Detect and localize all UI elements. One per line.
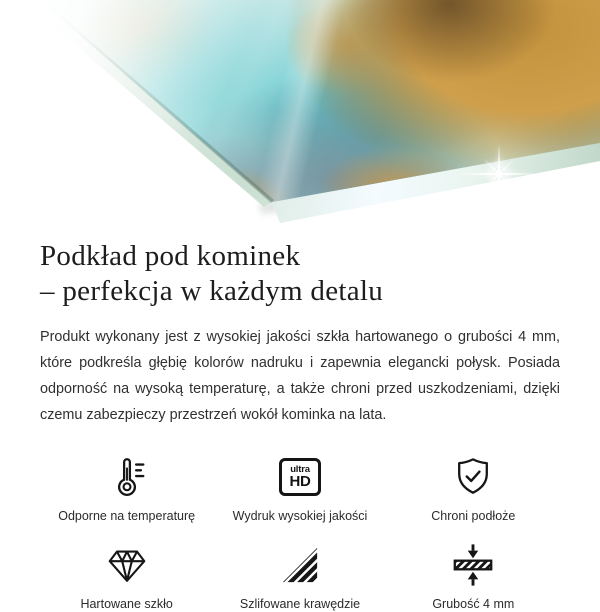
shield-check-icon <box>450 454 496 500</box>
product-info-section <box>0 239 600 612</box>
product-photo <box>0 0 600 230</box>
title-line-1: Podkład pod kominek <box>40 240 301 272</box>
feature-polished-edges <box>213 542 386 612</box>
feature-tempered-glass <box>40 542 213 612</box>
feature-protects-floor <box>387 454 560 524</box>
glass-panel-artwork <box>0 0 600 230</box>
thermometer-icon <box>104 454 150 500</box>
feature-print-quality <box>213 454 386 524</box>
feature-label: Chroni podłoże <box>431 508 516 523</box>
feature-label: Grubość 4 mm <box>432 596 515 611</box>
uhd-badge-top: ultra <box>290 463 310 475</box>
features-grid <box>40 454 560 612</box>
feature-label: Odporne na temperaturę <box>58 508 196 523</box>
page-title <box>40 239 560 309</box>
ultra-hd-icon <box>279 454 321 500</box>
diamond-icon <box>104 542 150 588</box>
feature-thickness <box>387 542 560 612</box>
title-line-2: – perfekcja w każdym detalu <box>40 274 384 307</box>
product-description: Produkt wykonany jest z wysokiej jakości szkła hartowanego o grubości 4 mm, które podkreśla głębię kolorów nadruku i zapewnia elegancki połysk. Posiada odporność na wysoką temperaturę, a także chroni przed uszkodzeniami, dzięki czemu zabezpieczy przestrzeń wokół kominka na lata. <box>40 328 560 423</box>
feature-label: Szlifowane krawędzie <box>239 596 361 611</box>
feature-label: Hartowane szkło <box>80 596 173 611</box>
feature-label: Wydruk wysokiej jakości <box>232 508 368 523</box>
uhd-badge-bottom: HD <box>289 472 311 490</box>
thickness-4mm-icon <box>450 542 496 588</box>
beveled-edge-icon <box>277 542 323 588</box>
feature-temperature <box>40 454 213 524</box>
